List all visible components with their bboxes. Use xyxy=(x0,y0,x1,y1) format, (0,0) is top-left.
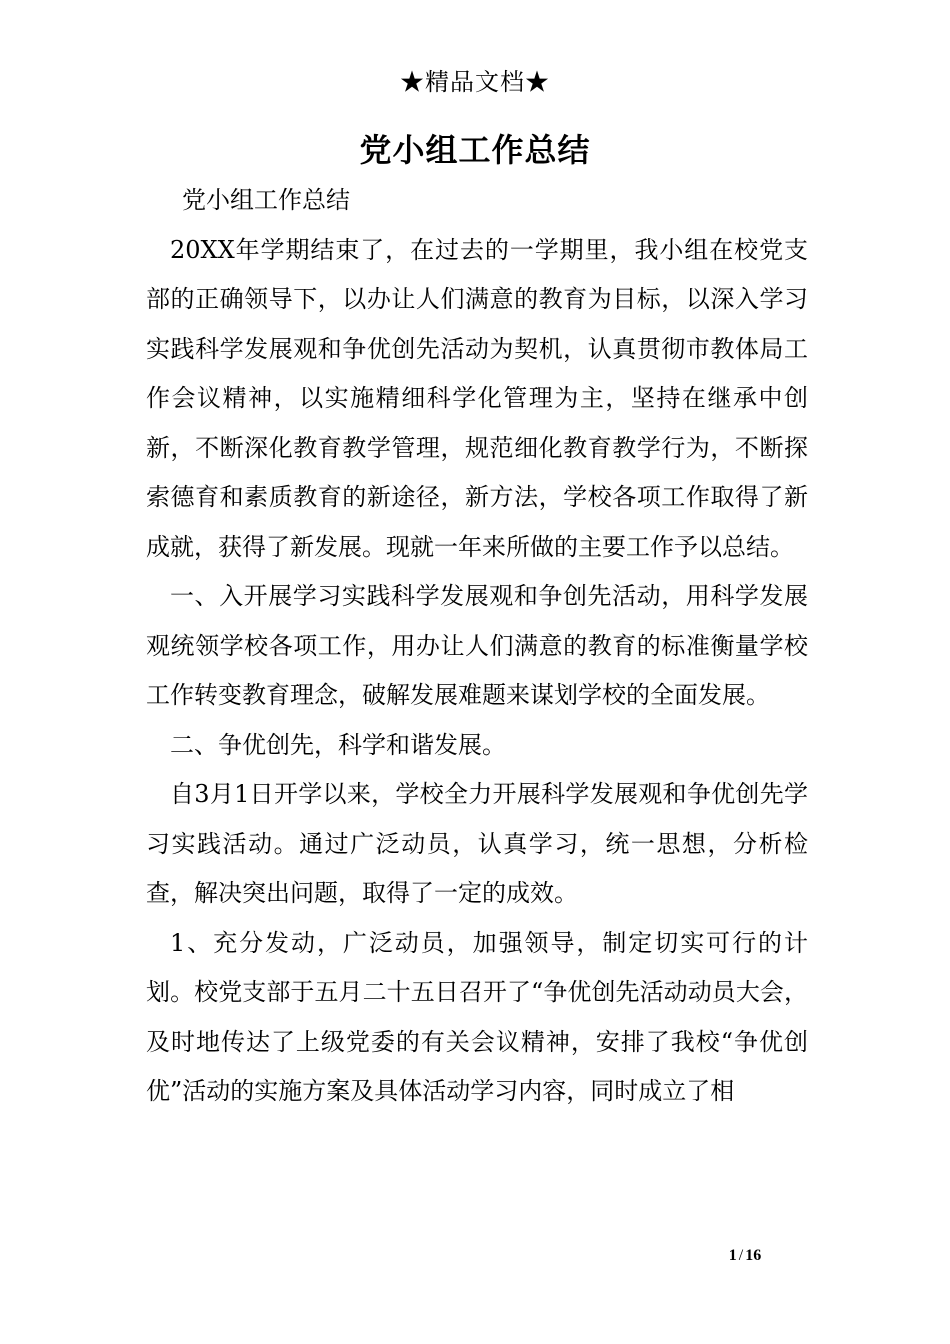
paragraph-intro: 20XX年学期结束了，在过去的一学期里，我小组在校党支部的正确领导下，以办让人们满意的教育为目标，以深入学习实践科学发展观和争优创先活动为契机，认真贯彻市教体局工作会议精神，以实施精细科学化管理为主，坚持在继承中创新，不断深化教育教学管理，规范细化教育教学行为，不断探索德育和素质教育的新途径，新方法，学校各项工作取得了新成就，获得了新发展。现就一年来所做的主要工作予以总结。 xyxy=(146,235,808,561)
document-body xyxy=(146,176,808,1117)
page-number xyxy=(680,1244,810,1268)
paragraph-item-one: 1、充分发动，广泛动员，加强领导，制定切实可行的计划。校党支部于五月二十五日召开了“争优创先活动动员大会，及时地传达了上级党委的有关会议精神，安排了我校“争优创优”活动的实施方案及具体活动学习内容，同时成立了相 xyxy=(146,928,808,1105)
total-pages-number: 16 xyxy=(745,1247,762,1264)
paragraph-section-two-heading: 二、争优创先，科学和谐发展。 xyxy=(170,730,506,759)
current-page-number: 1 xyxy=(728,1247,737,1264)
page-header: ★精品文档★ xyxy=(400,68,550,96)
document-title: 党小组工作总结 xyxy=(359,131,591,169)
paragraph-section-one: 一、入开展学习实践科学发展观和争创先活动，用科学发展观统领学校各项工作，用办让人们满意的教育的标准衡量学校工作转变教育理念，破解发展难题来谋划学校的全面发展。 xyxy=(146,582,808,709)
paragraph-section-two-body: 自3月1日开学以来，学校全力开展科学发展观和争优创先学习实践活动。通过广泛动员，认真学习，统一思想，分析检查，解决突出问题，取得了一定的成效。 xyxy=(146,780,808,907)
document-subtitle: 党小组工作总结 xyxy=(182,186,350,214)
page-number-separator: / xyxy=(738,1247,744,1264)
